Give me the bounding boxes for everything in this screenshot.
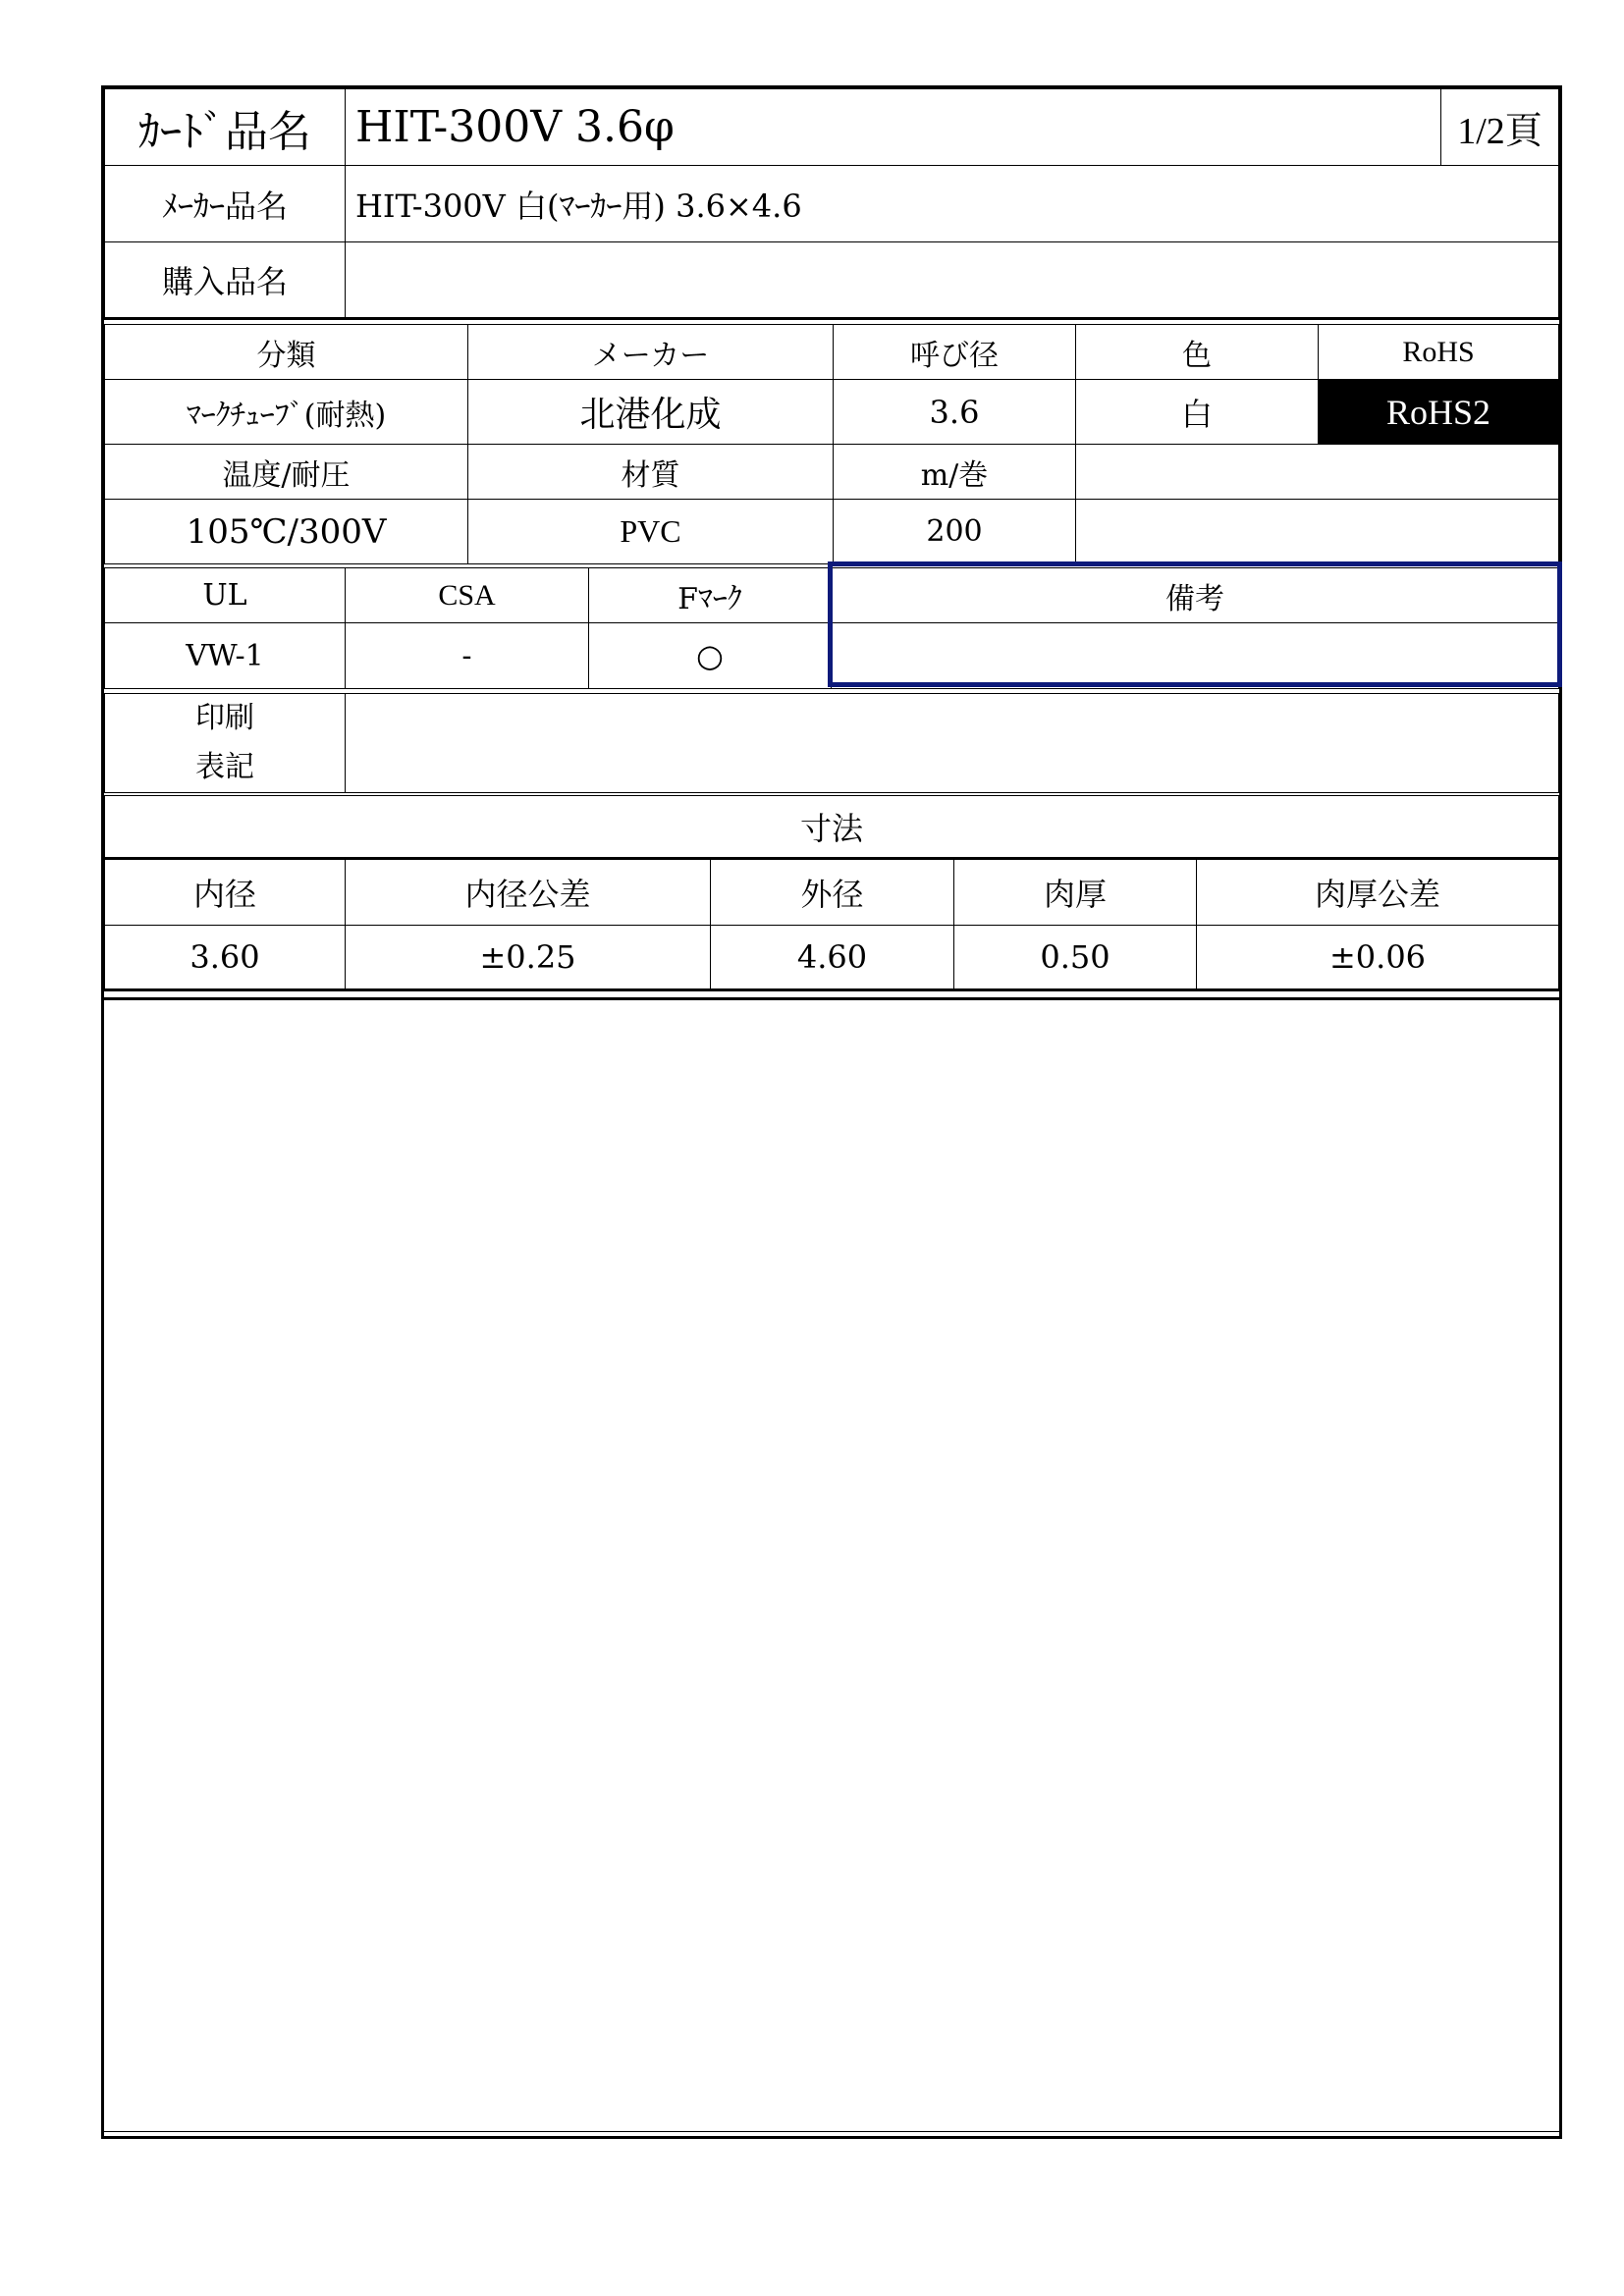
csa-value: - bbox=[346, 623, 589, 689]
ul-label: UL bbox=[105, 568, 346, 623]
color-value: 白 bbox=[1076, 380, 1319, 445]
print-value bbox=[346, 694, 1559, 793]
dim-header-outer-diameter: 外径 bbox=[711, 859, 954, 926]
dim-value-inner-diameter: 3.60 bbox=[105, 926, 346, 990]
print-label bbox=[105, 694, 346, 793]
purchase-name-label: 購入品名 bbox=[105, 242, 346, 319]
cert-block bbox=[104, 567, 1559, 689]
material-label: 材質 bbox=[468, 445, 834, 500]
dimensions-block bbox=[104, 795, 1559, 991]
spec-block bbox=[104, 324, 1559, 563]
spec-empty-cell-2 bbox=[1076, 500, 1559, 564]
dim-header-inner-tolerance: 内径公差 bbox=[346, 859, 711, 926]
classification-value: ﾏｰｸﾁｭｰﾌﾞ(耐熱) bbox=[105, 380, 468, 445]
page-indicator: 1/2頁 bbox=[1441, 89, 1559, 166]
print-block bbox=[104, 693, 1559, 791]
header-block bbox=[104, 88, 1559, 320]
dim-value-wall-thickness: 0.50 bbox=[954, 926, 1197, 990]
dim-header-wall-thickness: 肉厚 bbox=[954, 859, 1197, 926]
purchase-name-value bbox=[346, 242, 1559, 319]
drawing-area bbox=[104, 997, 1559, 2132]
remarks-label: 備考 bbox=[832, 568, 1559, 623]
dimensions-title: 寸法 bbox=[105, 796, 1559, 859]
nominal-diameter-label: 呼び径 bbox=[834, 325, 1076, 380]
csa-label: CSA bbox=[346, 568, 589, 623]
print-label-line1: 印刷 bbox=[195, 701, 254, 735]
per-roll-value: 200 bbox=[834, 500, 1076, 564]
temperature-voltage-label: 温度/耐圧 bbox=[105, 445, 468, 500]
dim-value-wall-tolerance: ±0.06 bbox=[1197, 926, 1559, 990]
fmark-label: Fﾏｰｸ bbox=[589, 568, 832, 623]
fmark-value: ○ bbox=[589, 623, 832, 689]
dim-header-wall-tolerance: 肉厚公差 bbox=[1197, 859, 1559, 926]
card-name-label: ｶｰﾄﾞ品名 bbox=[105, 89, 346, 166]
spec-empty-cell bbox=[1076, 445, 1559, 500]
dim-value-outer-diameter: 4.60 bbox=[711, 926, 954, 990]
nominal-diameter-value: 3.6 bbox=[834, 380, 1076, 445]
print-label-line2: 表記 bbox=[195, 750, 254, 784]
ul-value: VW-1 bbox=[105, 623, 346, 689]
maker-value: 北港化成 bbox=[468, 380, 834, 445]
maker-name-label: ﾒｰｶｰ品名 bbox=[105, 166, 346, 242]
rohs-label: RoHS bbox=[1319, 325, 1559, 380]
dim-header-inner-diameter: 内径 bbox=[105, 859, 346, 926]
maker-name-value: HIT-300V 白(ﾏｰｶｰ用) 3.6×4.6 bbox=[346, 166, 1559, 242]
temperature-voltage-value: 105℃/300V bbox=[105, 500, 468, 564]
dim-value-inner-tolerance: ±0.25 bbox=[346, 926, 711, 990]
color-label: 色 bbox=[1076, 325, 1319, 380]
card-name-value: HIT-300V 3.6φ bbox=[346, 89, 1441, 166]
remarks-value bbox=[832, 623, 1559, 689]
rohs-value: RoHS2 bbox=[1319, 380, 1559, 445]
spec-sheet bbox=[101, 85, 1562, 2139]
material-value: PVC bbox=[468, 500, 834, 564]
per-roll-label: m/巻 bbox=[834, 445, 1076, 500]
maker-label: メーカー bbox=[468, 325, 834, 380]
classification-label: 分類 bbox=[105, 325, 468, 380]
